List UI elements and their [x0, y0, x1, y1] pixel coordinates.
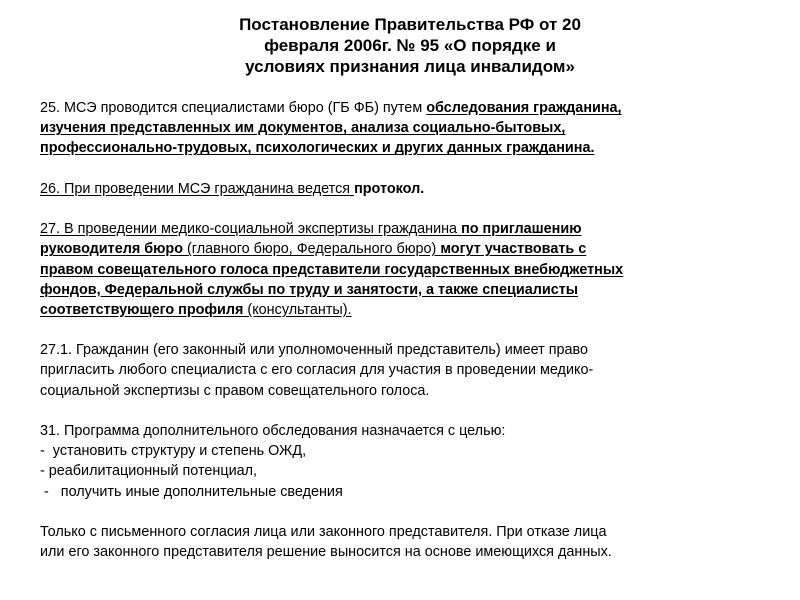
emphasis-text: обследования гражданина,: [426, 100, 622, 116]
paragraph-27-line: [40, 300, 770, 320]
title-line: условиях признания лица инвалидом»: [245, 57, 575, 76]
emphasis-line: правом совещательного голоса представители государственных внебюджетных: [40, 261, 624, 278]
paragraph-27-line: [40, 219, 770, 239]
emphasis-line: фондов, Федеральной службы по труду и занятости, а также специалисты: [40, 281, 579, 298]
paragraph-25-line: [40, 98, 770, 118]
spacer: [40, 199, 770, 219]
title-line: Постановление Правительства РФ от 20: [239, 15, 581, 34]
emphasis-line: изучения представленных им документов, анализа социально-бытовых,: [40, 120, 566, 137]
text-run: 25. МСЭ проводится специалистами бюро (ГБ ФБ) путем: [40, 100, 427, 116]
spacer: [40, 320, 770, 340]
paragraph-27-line: [40, 239, 770, 259]
list-item: - установить структуру и степень ОЖД,: [40, 443, 307, 460]
emphasis-text: соответствующего профиля: [40, 301, 244, 318]
paragraph-26-line: [40, 179, 770, 199]
paragraph-27-1-line: 27.1. Гражданин (его законный или уполномоченный представитель) имеет право: [40, 342, 589, 359]
emphasis-text: могут участвовать с: [440, 241, 587, 258]
emphasis-text: руководителя бюро: [40, 241, 183, 258]
final-paragraph-line: или его законного представителя решение выносится на основе имеющихся данных.: [40, 544, 612, 561]
title-line: февраля 2006г. № 95 «О порядке и: [264, 36, 556, 55]
paragraph-27-1-line: пригласить любого специалиста с его согласия для участия в проведении медико-: [40, 362, 594, 379]
page-title: [150, 14, 670, 77]
underlined-text: (главного бюро, Федерального бюро): [183, 241, 441, 258]
underlined-text: 26. При проведении МСЭ гражданина ведется: [40, 180, 355, 197]
paragraph-31-line: 31. Программа дополнительного обследования назначается с целью:: [40, 423, 506, 439]
list-item: - получить иные дополнительные сведения: [40, 483, 343, 500]
spacer: [40, 502, 770, 522]
bold-text: протокол.: [354, 180, 425, 197]
spacer: [40, 401, 770, 421]
list-item: - реабилитационный потенциал,: [40, 463, 258, 480]
document-body: [40, 98, 770, 562]
underlined-text: 27. В проведении медико-социальной экспертизы гражданина: [40, 221, 462, 238]
paragraph-27-1-line: социальной экспертизы с правом совещательного голоса.: [40, 382, 430, 399]
underlined-text: (консультанты).: [243, 301, 352, 318]
emphasis-line: профессионально-трудовых, психологических и других данных гражданина.: [40, 140, 595, 157]
final-paragraph-line: Только с письменного согласия лица или законного представителя. При отказе лица: [40, 523, 607, 540]
emphasis-text: по приглашению: [461, 221, 582, 238]
spacer: [40, 159, 770, 179]
